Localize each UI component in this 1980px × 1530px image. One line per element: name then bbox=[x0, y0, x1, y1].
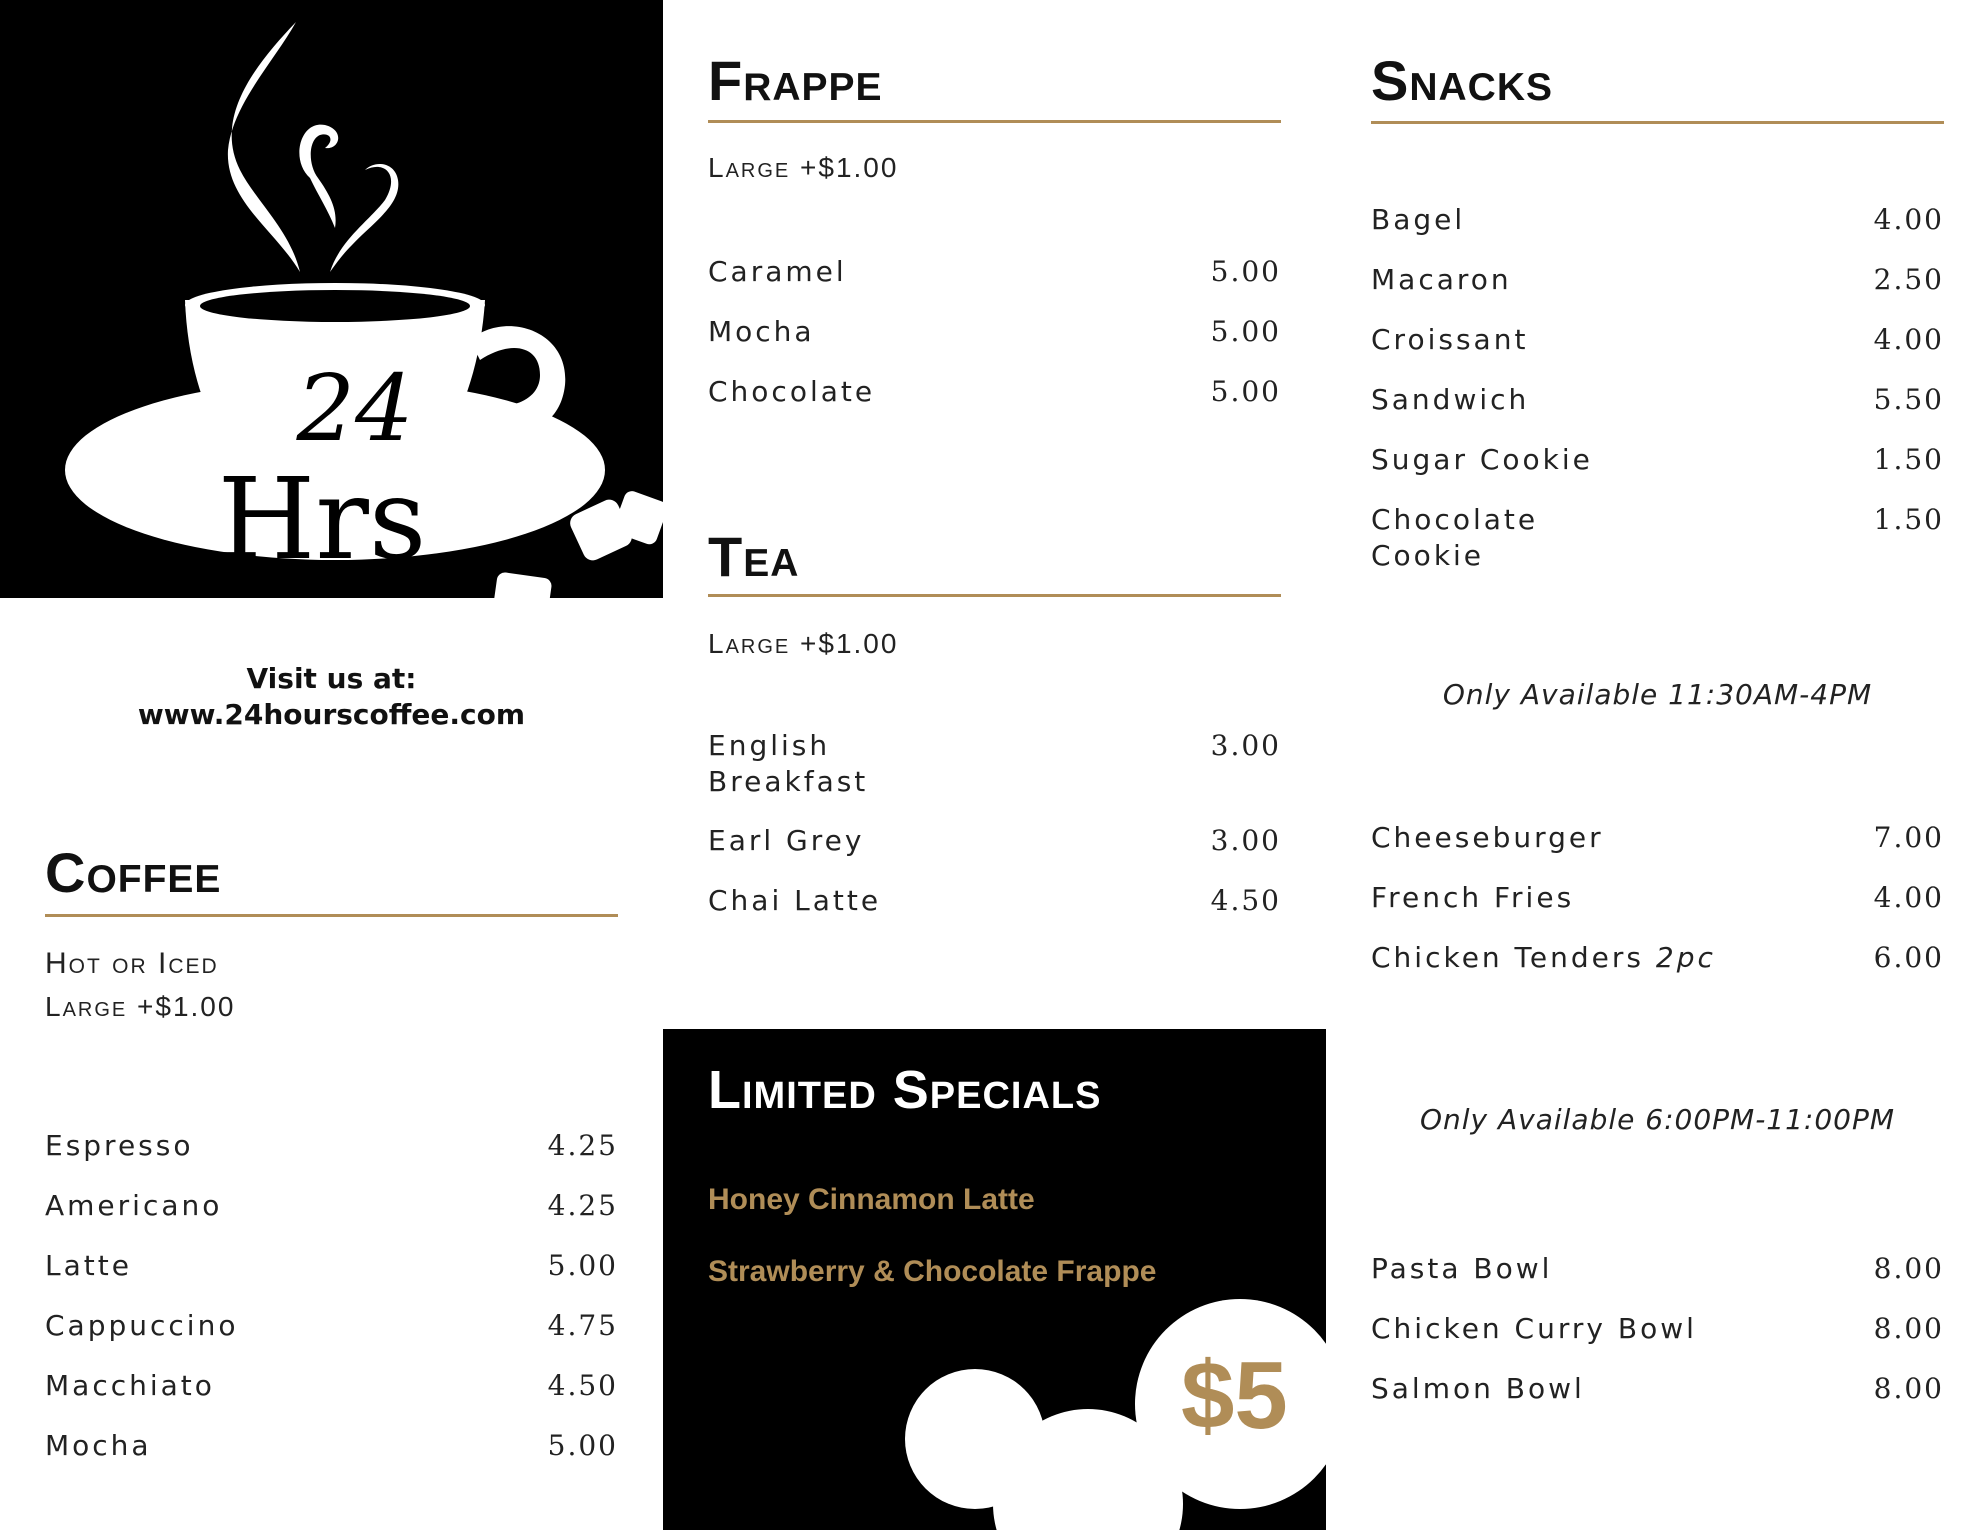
item-price: 4.00 bbox=[1873, 203, 1944, 236]
dinner-list bbox=[1371, 1251, 1944, 1431]
snack-item bbox=[1371, 262, 1944, 322]
item-name: Sandwich bbox=[1371, 383, 1530, 416]
coffee-title: Coffee bbox=[45, 841, 222, 904]
item-price: 5.50 bbox=[1873, 383, 1944, 416]
special-item: Honey Cinnamon Latte bbox=[708, 1183, 1035, 1216]
coffee-item bbox=[45, 1308, 618, 1368]
snack-item bbox=[1371, 502, 1944, 582]
item-name: Croissant bbox=[1371, 323, 1529, 356]
item-name: Bagel bbox=[1371, 203, 1466, 236]
item-name: Cheeseburger bbox=[1371, 821, 1604, 854]
logo-panel bbox=[0, 0, 663, 598]
item-price: 1.50 bbox=[1873, 503, 1944, 536]
tea-list bbox=[708, 728, 1281, 943]
item-name bbox=[1371, 940, 1716, 976]
item-price: 8.00 bbox=[1873, 1312, 1944, 1345]
coffee-item bbox=[45, 1428, 618, 1488]
item-price: 4.00 bbox=[1873, 323, 1944, 356]
item-price: 5.00 bbox=[547, 1249, 618, 1282]
specials-title: Limited Specials bbox=[708, 1060, 1102, 1120]
specials-panel bbox=[663, 1029, 1326, 1530]
coffee-list bbox=[45, 1128, 618, 1488]
coffee-subtitle: Hot or Iced bbox=[45, 947, 219, 980]
item-price: 7.00 bbox=[1873, 821, 1944, 854]
special-price: $5 bbox=[1181, 1342, 1288, 1449]
item-name: French Fries bbox=[1371, 881, 1575, 914]
item-name: Mocha bbox=[708, 315, 815, 348]
tea-divider bbox=[708, 594, 1281, 597]
item-price: 8.00 bbox=[1873, 1252, 1944, 1285]
snacks-title: Snacks bbox=[1371, 49, 1554, 112]
item-name: Mocha bbox=[45, 1429, 152, 1462]
item-name: Macaron bbox=[1371, 263, 1512, 296]
snack-item bbox=[1371, 442, 1944, 502]
snack-item bbox=[1371, 202, 1944, 262]
lunch-item bbox=[1371, 940, 1944, 1000]
tea-item bbox=[708, 823, 1281, 883]
frappe-item bbox=[708, 374, 1281, 434]
dinner-item bbox=[1371, 1371, 1944, 1431]
item-name: Caramel bbox=[708, 255, 847, 288]
lunch-item bbox=[1371, 880, 1944, 940]
frappe-title: Frappe bbox=[708, 49, 883, 112]
item-price: 4.50 bbox=[1210, 884, 1281, 917]
lunch-item bbox=[1371, 820, 1944, 880]
item-price: 2.50 bbox=[1873, 263, 1944, 296]
snacks-divider bbox=[1371, 121, 1944, 124]
visit-label: Visit us at: bbox=[246, 662, 417, 695]
item-name-text: Chicken Tenders bbox=[1371, 941, 1644, 974]
item-name: Espresso bbox=[45, 1129, 194, 1162]
tea-item bbox=[708, 883, 1281, 943]
item-name: Chicken Curry Bowl bbox=[1371, 1312, 1697, 1345]
item-name: Pasta Bowl bbox=[1371, 1252, 1553, 1285]
item-price: 3.00 bbox=[1210, 824, 1281, 857]
item-name: Americano bbox=[45, 1189, 223, 1222]
snacks-list bbox=[1371, 202, 1944, 582]
dinner-availability-note: Only Available 6:00PM-11:00PM bbox=[1419, 1103, 1896, 1136]
item-name: Earl Grey bbox=[708, 824, 865, 857]
coffee-large-note: Large +$1.00 bbox=[45, 991, 236, 1022]
tea-item bbox=[708, 728, 1281, 823]
item-price: 4.50 bbox=[547, 1369, 618, 1402]
snack-item bbox=[1371, 322, 1944, 382]
item-name: Latte bbox=[45, 1249, 132, 1282]
frappe-list bbox=[708, 254, 1281, 434]
item-price: 6.00 bbox=[1873, 941, 1944, 974]
tea-title: Tea bbox=[708, 525, 800, 588]
lunch-list bbox=[1371, 820, 1944, 1000]
coffee-item bbox=[45, 1248, 618, 1308]
item-price: 8.00 bbox=[1873, 1372, 1944, 1405]
item-price: 5.00 bbox=[1210, 255, 1281, 288]
item-name: Cappuccino bbox=[45, 1309, 239, 1342]
item-price: 3.00 bbox=[1210, 729, 1281, 762]
item-price: 4.75 bbox=[547, 1309, 618, 1342]
item-name: English Breakfast bbox=[708, 729, 869, 798]
frappe-divider bbox=[708, 120, 1281, 123]
frappe-item bbox=[708, 254, 1281, 314]
item-name: Chocolate Cookie bbox=[1371, 503, 1539, 572]
website-link[interactable]: www.24hourscoffee.com bbox=[137, 698, 526, 731]
coffee-item bbox=[45, 1368, 618, 1428]
special-item: Strawberry & Chocolate Frappe bbox=[708, 1255, 1157, 1288]
logo-number: 24 bbox=[296, 355, 414, 462]
item-portion: 2pc bbox=[1655, 941, 1716, 974]
coffee-divider bbox=[45, 914, 618, 917]
item-name: Macchiato bbox=[45, 1369, 215, 1402]
item-price: 4.25 bbox=[547, 1189, 618, 1222]
lunch-availability-note: Only Available 11:30AM-4PM bbox=[1442, 678, 1873, 711]
frappe-item bbox=[708, 314, 1281, 374]
item-name: Chocolate bbox=[708, 375, 876, 408]
tea-large-note: Large +$1.00 bbox=[708, 628, 899, 659]
item-name: Salmon Bowl bbox=[1371, 1372, 1585, 1405]
item-name: Chai Latte bbox=[708, 884, 882, 917]
item-price: 4.25 bbox=[547, 1129, 618, 1162]
item-price: 4.00 bbox=[1873, 881, 1944, 914]
coffee-cup-logo bbox=[0, 0, 663, 598]
item-price: 5.00 bbox=[1210, 375, 1281, 408]
logo-hrs: Hrs bbox=[217, 455, 427, 585]
dinner-item bbox=[1371, 1311, 1944, 1371]
snack-item bbox=[1371, 382, 1944, 442]
item-name: Sugar Cookie bbox=[1371, 443, 1593, 476]
item-price: 5.00 bbox=[547, 1429, 618, 1462]
item-price: 1.50 bbox=[1873, 443, 1944, 476]
dinner-item bbox=[1371, 1251, 1944, 1311]
coffee-item bbox=[45, 1128, 618, 1188]
item-price: 5.00 bbox=[1210, 315, 1281, 348]
frappe-large-note: Large +$1.00 bbox=[708, 152, 899, 183]
coffee-item bbox=[45, 1188, 618, 1248]
